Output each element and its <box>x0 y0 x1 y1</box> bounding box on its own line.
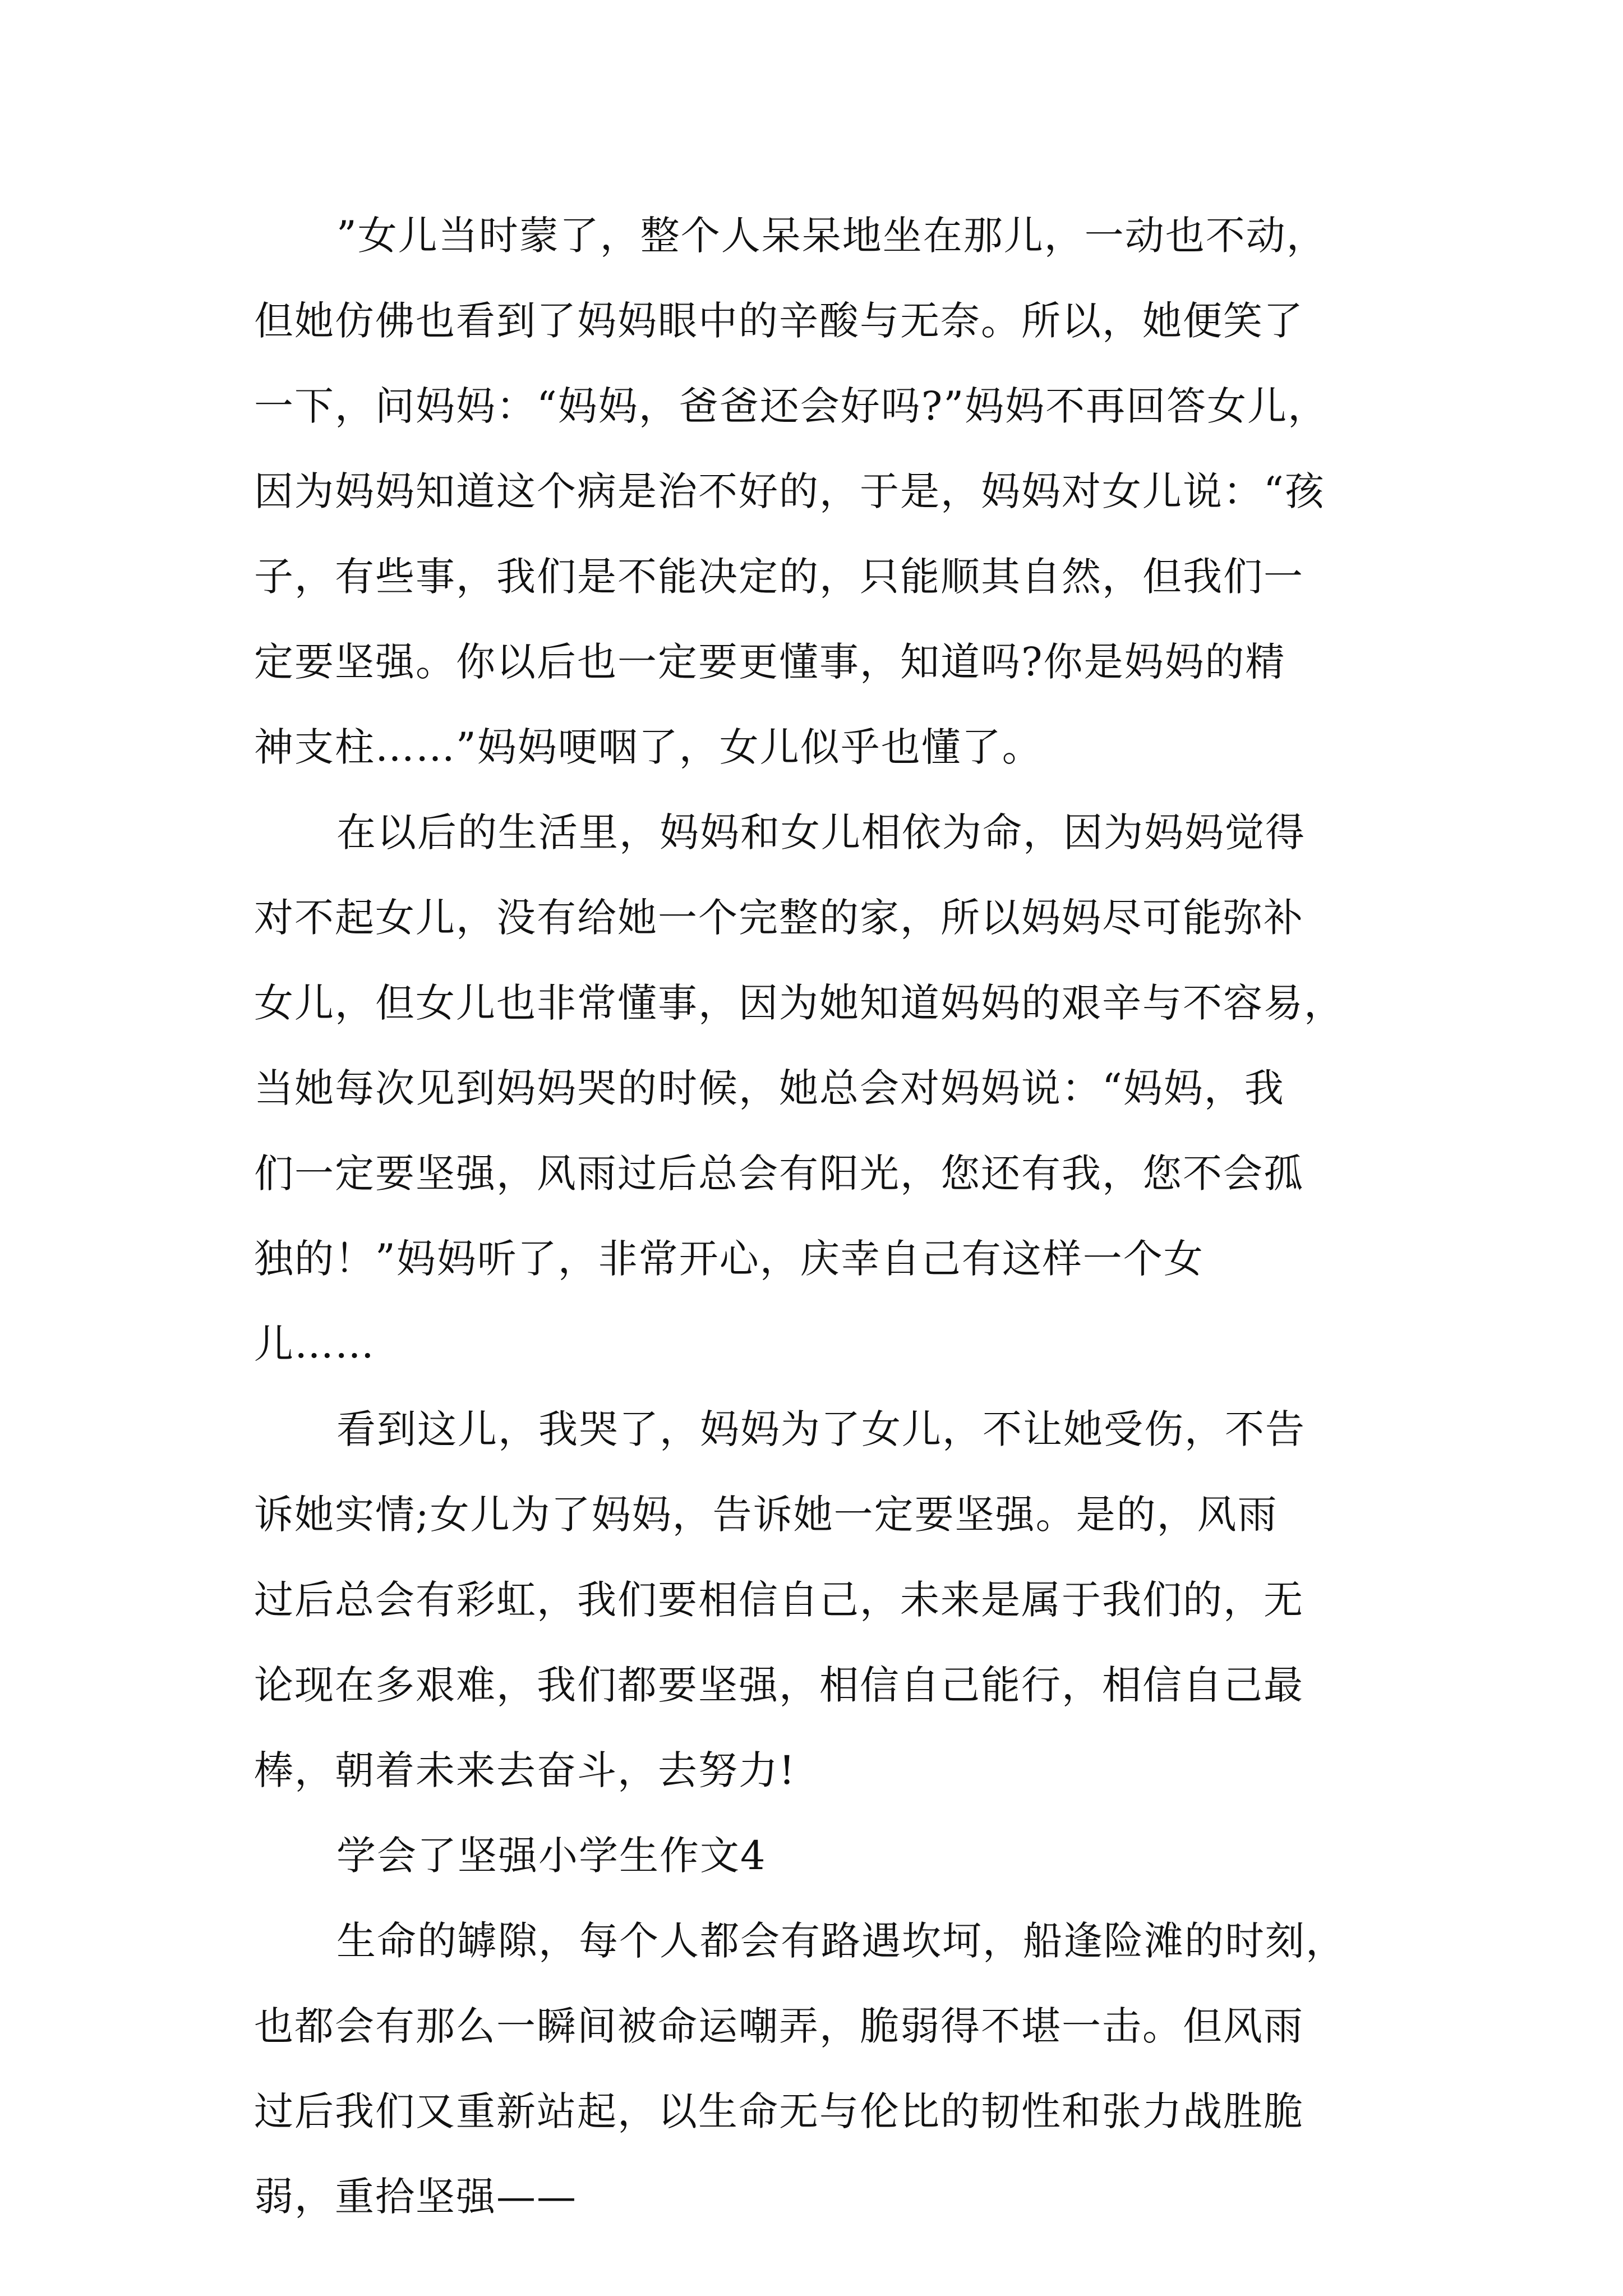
text-line: 弱，重拾坚强—— <box>254 2174 577 2220</box>
text-line: 看到这儿，我哭了，妈妈为了女儿，不让她受伤，不告 <box>336 1406 1306 1452</box>
text-line: ”女儿当时蒙了，整个人呆呆地坐在那儿，一动也不动， <box>336 213 1327 259</box>
text-line: 子，有些事，我们是不能决定的，只能顺其自然，但我们一 <box>254 554 1304 600</box>
text-line: 在以后的生活里，妈妈和女儿相依为命，因为妈妈觉得 <box>336 809 1306 855</box>
text-line: 儿…… <box>254 1321 375 1367</box>
text-line: 神支柱……”妈妈哽咽了，女儿似乎也懂了。 <box>254 724 1043 770</box>
text-line: 独的！”妈妈听了，非常开心，庆幸自己有这样一个女 <box>254 1236 1204 1282</box>
text-line: 对不起女儿，没有给她一个完整的家，所以妈妈尽可能弥补 <box>254 895 1304 941</box>
text-line: 因为妈妈知道这个病是治不好的，于是，妈妈对女儿说：“孩 <box>254 468 1325 514</box>
text-line: 过后总会有彩虹，我们要相信自己，未来是属于我们的，无 <box>254 1577 1304 1623</box>
text-line: 也都会有那么一瞬间被命运嘲弄，脆弱得不堪一击。但风雨 <box>254 2003 1304 2049</box>
text-line: 论现在多艰难，我们都要坚强，相信自己能行，相信自己最 <box>254 1662 1304 1708</box>
section-heading: 学会了坚强小学生作文4 <box>336 1833 767 1879</box>
text-line: 生命的罅隙，每个人都会有路遇坎坷，船逢险滩的时刻， <box>336 1918 1346 1964</box>
text-line: 定要坚强。你以后也一定要更懂事，知道吗?你是妈妈的精 <box>254 639 1286 685</box>
text-line: 诉她实情;女儿为了妈妈，告诉她一定要坚强。是的，风雨 <box>254 1492 1278 1538</box>
text-line: 女儿，但女儿也非常懂事，因为她知道妈妈的艰辛与不容易， <box>254 980 1344 1026</box>
text-line: 一下，问妈妈：“妈妈，爸爸还会好吗?”妈妈不再回答女儿， <box>254 383 1329 429</box>
text-line: 但她仿佛也看到了妈妈眼中的辛酸与无奈。所以，她便笑了 <box>254 298 1304 344</box>
text-line: 棒，朝着未来去奋斗，去努力! <box>254 1747 796 1793</box>
text-line: 们一定要坚强，风雨过后总会有阳光，您还有我，您不会孤 <box>254 1151 1304 1197</box>
text-line: 当她每次见到妈妈哭的时候，她总会对妈妈说：“妈妈，我 <box>254 1065 1285 1111</box>
text-line: 过后我们又重新站起，以生命无与伦比的韧性和张力战胜脆 <box>254 2088 1304 2134</box>
